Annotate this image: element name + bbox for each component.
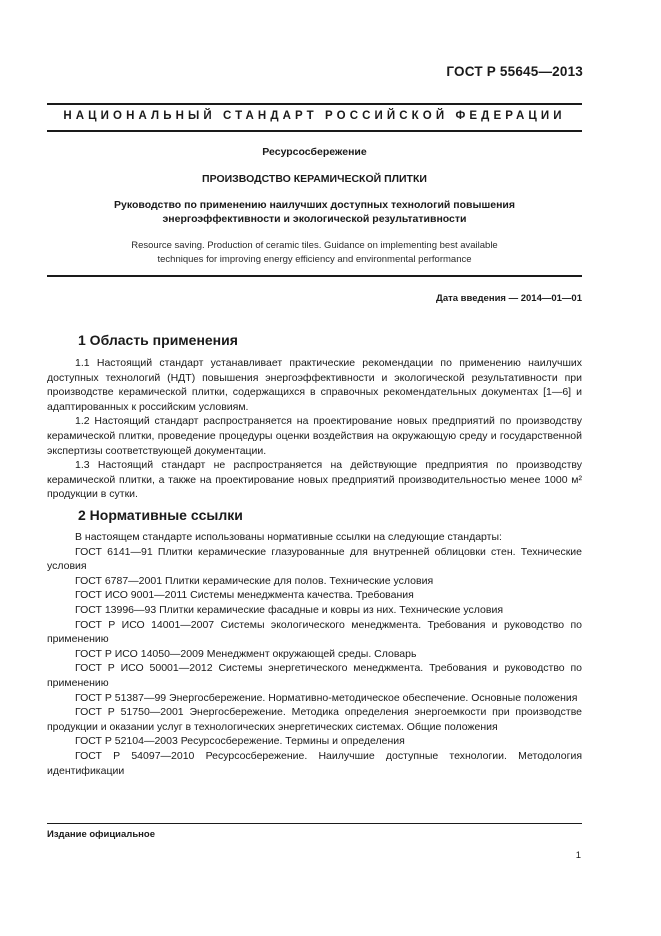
paragraph-1-1: 1.1 Настоящий стандарт устанавливает практические рекомендации по применению наилучших доступных технологий (НДТ) повышения энергоэффективности и экологической результативности при производстве керамической плитки, содержащихся в справочных рекомендательных документах [1—6] и адаптированных к российским условиям.: [47, 357, 582, 413]
section-1-body: [47, 356, 582, 502]
title-main: ПРОИЗВОДСТВО КЕРАМИЧЕСКОЙ ПЛИТКИ: [202, 173, 427, 185]
standard-number: ГОСТ Р 55645—2013: [446, 64, 583, 79]
introduction-date: Дата введения — 2014—01—01: [436, 293, 582, 304]
national-standard-banner: НАЦИОНАЛЬНЫЙ СТАНДАРТ РОССИЙСКОЙ ФЕДЕРАЦИИ: [63, 110, 566, 122]
banner-top-rule: [47, 103, 582, 105]
reference-item: ГОСТ Р ИСО 14050—2009 Менеджмент окружающей среды. Словарь: [75, 647, 417, 660]
normative-references-list: [47, 530, 582, 778]
reference-item: ГОСТ Р ИСО 50001—2012 Системы энергетического менеджмента. Требования и руководство по применению: [47, 662, 582, 689]
title-english-line-2: techniques for improving energy efficiency and environmental performance: [157, 254, 472, 265]
reference-item: ГОСТ Р 51387—99 Энергосбережение. Нормативно-методическое обеспечение. Основные положения: [75, 691, 578, 704]
title-block-rule: [47, 275, 582, 277]
title-english-line-1: Resource saving. Production of ceramic tiles. Guidance on implementing best available: [131, 240, 498, 251]
reference-item: ГОСТ Р 51750—2001 Энергосбережение. Методика определения энергоемкости при производстве продукции и оказании услуг в технологических энергетических системах. Общие положения: [47, 706, 582, 733]
reference-item: ГОСТ ИСО 9001—2011 Системы менеджмента качества. Требования: [75, 589, 414, 602]
reference-item: ГОСТ 13996—93 Плитки керамические фасадные и ковры из них. Технические условия: [75, 603, 504, 616]
reference-item: ГОСТ 6141—91 Плитки керамические глазурованные для внутренней облицовки стен. Технические условия: [47, 545, 582, 573]
title-subtitle-line-2: энергоэффективности и экологической результативности: [162, 213, 467, 225]
banner-bottom-rule: [47, 130, 582, 132]
reference-item: ГОСТ Р 54097—2010 Ресурсосбережение. Наилучшие доступные технологии. Методология идентификации: [47, 749, 582, 777]
reference-item: ГОСТ Р ИСО 14001—2007 Системы экологического менеджмента. Требования и руководство по применению: [47, 618, 582, 646]
reference-item: ГОСТ Р 52104—2003 Ресурсосбережение. Термины и определения: [75, 735, 405, 748]
page-number: 1: [575, 850, 581, 861]
title-category: Ресурсосбережение: [262, 146, 367, 158]
title-subtitle-line-1: Руководство по применению наилучших доступных технологий повышения: [114, 199, 515, 211]
references-intro: В настоящем стандарте использованы нормативные ссылки на следующие стандарты:: [75, 531, 502, 543]
paragraph-1-3: 1.3 Настоящий стандарт не распространяется на действующие предприятия по производству керамической плитки, а также на проектирование новых предприятий производительностью менее 1000 м² продукции в сутки.: [47, 459, 582, 501]
section-1-heading: 1 Область применения: [78, 332, 238, 348]
official-edition-label: Издание официальное: [47, 829, 155, 840]
paragraph-1-2: 1.2 Настоящий стандарт распространяется на проектирование новых предприятий по производству керамической плитки, проведение процедуры оценки воздействия на окружающую среду и государственной экспертизы соответствующей документации.: [47, 415, 582, 457]
section-2-heading: 2 Нормативные ссылки: [78, 507, 243, 523]
reference-item: ГОСТ 6787—2001 Плитки керамические для полов. Технические условия: [75, 574, 434, 587]
footer-rule: [47, 823, 582, 824]
